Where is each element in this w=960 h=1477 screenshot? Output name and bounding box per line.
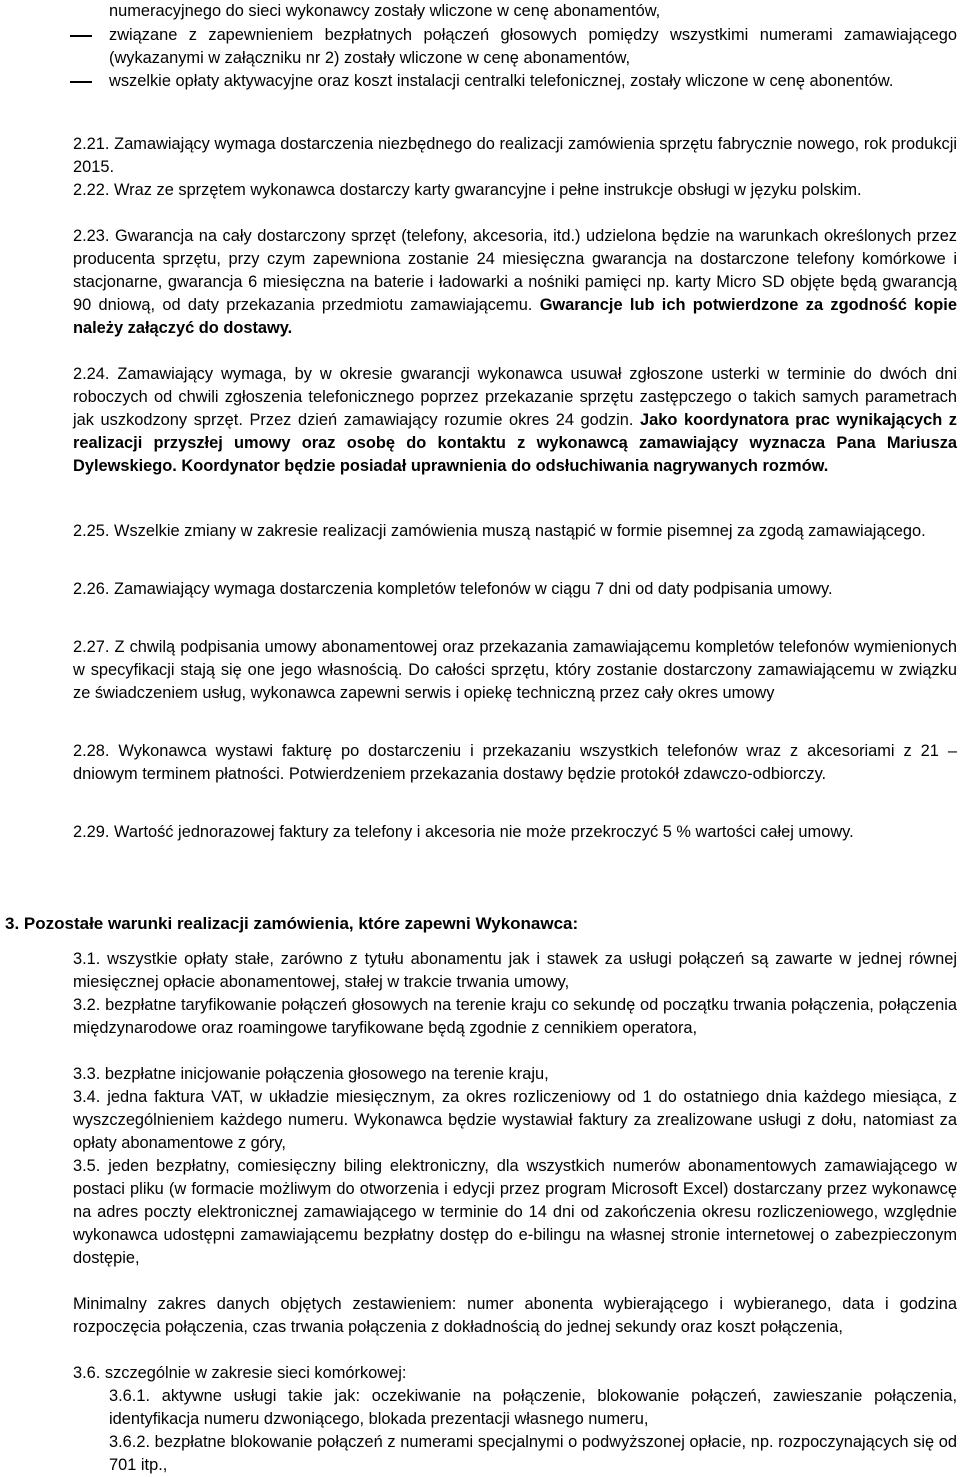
paragraph-2-25: 2.25. Wszelkie zmiany w zakresie realizacji zamówienia muszą nastąpić w formie pisemnej za zgodą zamawiającego.: [73, 522, 926, 540]
paragraph-2-22: 2.22. Wraz ze sprzętem wykonawca dostarczy karty gwarancyjne i pełne instrukcje obsługi w języku polskim.: [73, 181, 862, 199]
paragraph-3-5-scope: Minimalny zakres danych objętych zestawieniem: numer abonenta wybierającego i wybieranego, data i godzina rozpoczęcia połączenia, czas trwania połączenia z dokładnością do jednej sekundy oraz koszt połączenia,: [73, 1295, 957, 1336]
bullet-dash: [70, 81, 92, 83]
paragraph-2-28: 2.28. Wykonawca wystawi fakturę po dostarczeniu i przekazaniu wszystkich telefonów wraz z akcesoriami z 21 – dniowym terminem płatności. Potwierdzeniem przekazania dostawy będzie protokół zdawczo-odbiorczy.: [73, 742, 957, 783]
paragraph-3-6: 3.6. szczególnie w zakresie sieci komórkowej:: [73, 1364, 407, 1382]
paragraph-2-26: 2.26. Zamawiający wymaga dostarczenia kompletów telefonów w ciągu 7 dni od daty podpisania umowy.: [73, 580, 833, 598]
text-2-23-regular: 2.23. Gwarancja na cały dostarczony sprzęt (telefony, akcesoria, itd.) udzielona będzie na warunkach określonych przez producenta sprzętu, przy czym zapewniona zostanie 24 miesięczna gwarancja na dostarczone telefony komórkowe i stacjonarne, gwarancja 6 miesięczna na baterie i ładowarki a nośniki pamięci np. karty Micro SD objęte będą gwarancją 90 dniową, od daty przekazania przedmiotu zamawiającemu.: [73, 227, 957, 314]
paragraph-3-5: 3.5. jeden bezpłatny, comiesięczny biling elektroniczny, dla wszystkich numerów abonamentowych zamawiającego w postaci pliku (w formacie możliwym do otworzenia i edycji przez program Microsoft Excel) dostarczany przez wykonawcę na adres poczty elektronicznej zamawiającego w terminie do 14 dni od zakończenia okresu rozliczeniowego, względnie wykonawca udostępni zamawiającemu bezpłatny dostęp do e-bilingu na własnej stronie internetowej o zabezpieczonym dostępie,: [73, 1157, 957, 1267]
paragraph-2-24: [73, 363, 957, 478]
paragraph-3-6-1: 3.6.1. aktywne usługi takie jak: oczekiwanie na połączenie, blokowanie połączeń, zawieszanie połączenia, identyfikacja numeru dzwoniącego, blokada prezentacji własnego numeru,: [109, 1387, 957, 1428]
paragraph-3-3: 3.3. bezpłatne inicjowanie połączenia głosowego na terenie kraju,: [73, 1065, 549, 1083]
bullet-2: wszelkie opłaty aktywacyjne oraz koszt instalacji centralki telefonicznej, zostały wliczone w cenę abonentów.: [109, 72, 894, 90]
paragraph-3-2: 3.2. bezpłatne taryfikowanie połączeń głosowych na terenie kraju co sekundę od początku trwania połączenia, połączenia międzynarodowe oraz roamingowe taryfikowane będą zgodnie z cennikiem operatora,: [73, 996, 957, 1037]
paragraph-3-1: 3.1. wszystkie opłaty stałe, zarówno z tytułu abonamentu jak i stawek za usługi połączeń są zawarte w jednej równej miesięcznej opłacie abonamentowej, stałej w trakcie trwania umowy,: [73, 950, 957, 991]
paragraph-2-27: 2.27. Z chwilą podpisania umowy abonamentowej oraz przekazania zamawiającemu kompletów telefonów wymienionych w specyfikacji stają się one jego własnością. Do całości sprzętu, który zostanie dostarczony zamawiającemu w związku ze świadczeniem usług, wykonawca zapewni serwis i opiekę techniczną przez cały okres umowy: [73, 638, 957, 702]
bullet-dash: [70, 35, 92, 37]
paragraph-2-21: 2.21. Zamawiający wymaga dostarczenia niezbędnego do realizacji zamówienia sprzętu fabrycznie nowego, rok produkcji 2015.: [73, 135, 957, 176]
text-2-23-bold: Gwarancje lub ich potwierdzone za zgodność kopie należy załączyć do dostawy.: [73, 296, 957, 337]
text-2-24-bold: Jako koordynatora prac wynikających z realizacji przyszłej umowy oraz osobę do kontaktu z wykonawcą zamawiający wyznacza Pana Mariusza Dylewskiego. Koordynator będzie posiadał uprawnienia do odsłuchiwania nagrywanych rozmów.: [73, 411, 957, 475]
paragraph-3-4: 3.4. jedna faktura VAT, w układzie miesięcznym, za okres rozliczeniowy od 1 do ostatniego dnia każdego miesiąca, z wyszczególnieniem każdego numeru. Wykonawca będzie wystawiał faktury za zrealizowane usługi z dołu, natomiast za opłaty abonamentowe z góry,: [73, 1088, 957, 1152]
bullet-1: związane z zapewnieniem bezpłatnych połączeń głosowych pomiędzy wszystkimi numerami zamawiającego (wykazanymi w załączniku nr 2) zostały wliczone w cenę abonamentów,: [109, 26, 957, 67]
section-3-heading: 3. Pozostałe warunki realizacji zamówienia, które zapewni Wykonawca:: [5, 914, 579, 933]
paragraph-3-6-2: 3.6.2. bezpłatne blokowanie połączeń z numerami specjalnymi o podwyższonej opłacie, np. rozpoczynających się od 701 itp.,: [109, 1433, 957, 1474]
paragraph-2-29: 2.29. Wartość jednorazowej faktury za telefony i akcesoria nie może przekroczyć 5 % wartości całej umowy.: [73, 823, 854, 841]
text-2-24-regular: 2.24. Zamawiający wymaga, by w okresie gwarancji wykonawca usuwał zgłoszone usterki w terminie do dwóch dni roboczych od chwili zgłoszenia telefonicznego poprzez przekazanie sprzętu zastępczego o takich samych parametrach jak uszkodzony sprzęt. Przez dzień zamawiający rozumie okres 24 godzin.: [73, 365, 957, 429]
paragraph-line0: numeracyjnego do sieci wykonawcy zostały wliczone w cenę abonamentów,: [109, 2, 661, 20]
paragraph-2-23: [73, 225, 957, 340]
